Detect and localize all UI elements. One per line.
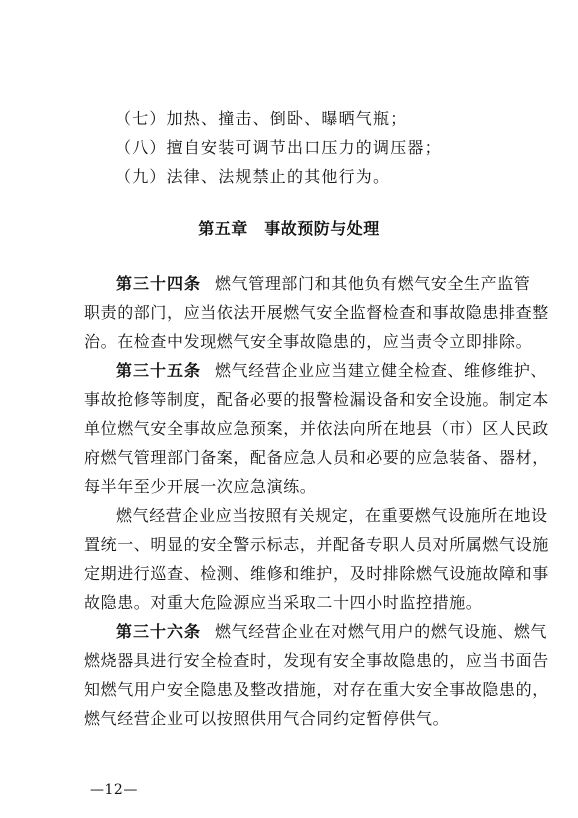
article-36-line-1: 燃气经营企业在对燃气用户的燃气设施、燃气 (215, 622, 548, 641)
article-36-heading: 第三十六条 (116, 622, 202, 641)
list-item-8: （八）擅自安装可调节出口压力的调压器； (115, 138, 442, 157)
article-35-para2-line-3: 定期进行巡查、检测、维修和维护，及时排除燃气设施故障和事 (84, 564, 549, 583)
article-35-line-3: 单位燃气安全事故应急预案，并依法向所在地县（市）区人民政 (84, 419, 549, 438)
article-34-heading: 第三十四条 (116, 274, 202, 293)
article-35-line-1: 燃气经营企业应当建立健全检查、维修维护、 (215, 361, 548, 380)
article-35-line-2: 事故抢修等制度，配备必要的报警检漏设备和安全设施。制定本 (84, 390, 549, 409)
article-36-line-4: 燃气经营企业可以按照供用气合同约定暂停供气。 (84, 709, 450, 728)
page-number: —12— (90, 782, 138, 798)
article-34-line-2: 职责的部门，应当依法开展燃气安全监督检查和事故隐患排查整 (84, 303, 549, 322)
article-35-para2-line-1: 燃气经营企业应当按照有关规定，在重要燃气设施所在地设 (116, 506, 548, 525)
article-36-line-2: 燃烧器具进行安全检查时，发现有安全事故隐患的，应当书面告 (84, 651, 549, 670)
article-34-first-line (116, 274, 530, 294)
article-35-line-4: 府燃气管理部门备案，配备应急人员和必要的应急装备、器材， (84, 448, 549, 467)
list-item-7: （七）加热、撞击、倒卧、曝晒气瓶； (115, 109, 408, 128)
article-35-first-line (116, 361, 547, 381)
article-36-line-3: 知燃气用户安全隐患及整改措施，对存在重大安全事故隐患的， (84, 680, 549, 699)
list-item-9: （九）法律、法规禁止的其他行为。 (115, 167, 391, 186)
article-35-para2-line-4: 故隐患。对重大危险源应当采取二十四小时监控措施。 (84, 593, 483, 612)
article-36-first-line (116, 622, 547, 642)
article-35-heading: 第三十五条 (116, 361, 202, 380)
article-35-line-5: 每半年至少开展一次应急演练。 (84, 477, 317, 496)
article-35-para2-line-2: 置统一、明显的安全警示标志，并配备专职人员对所属燃气设施 (84, 535, 549, 554)
article-34-line-1: 燃气管理部门和其他负有燃气安全生产监管 (215, 274, 531, 293)
chapter-title: 第五章 事故预防与处理 (198, 219, 380, 238)
article-34-line-3: 治。在检查中发现燃气安全事故隐患的，应当责令立即排除。 (84, 332, 533, 351)
